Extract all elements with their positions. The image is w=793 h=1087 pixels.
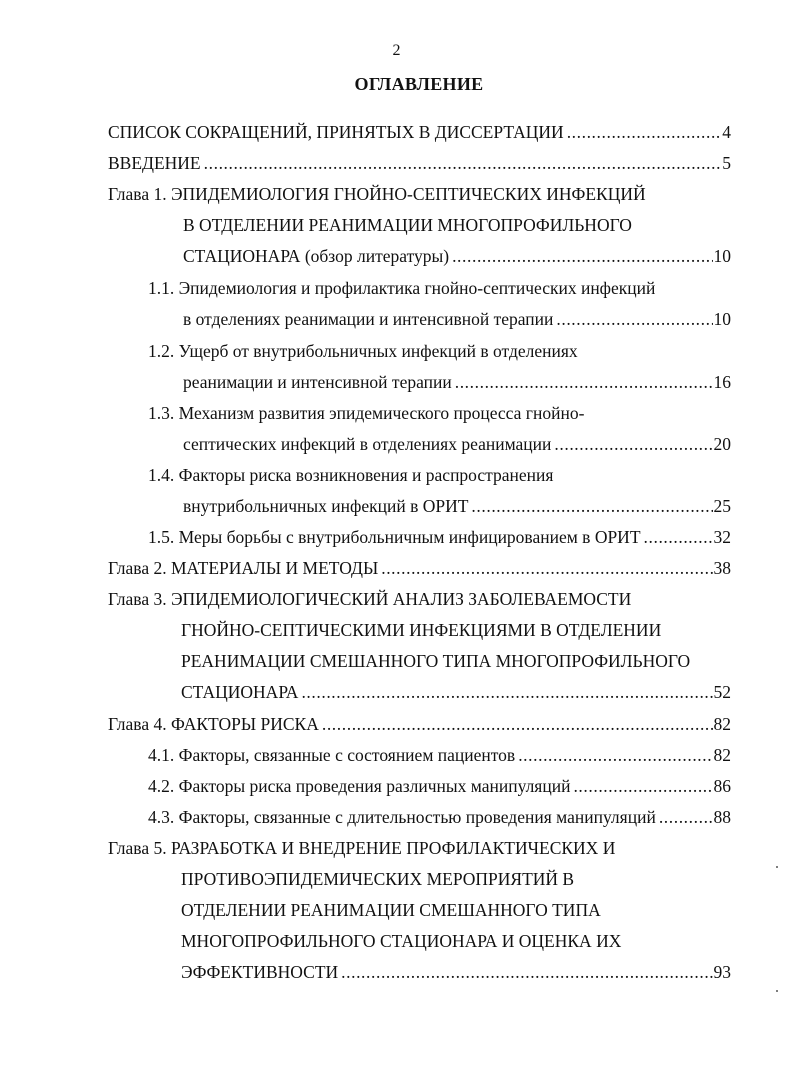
toc-entry-page: 5 (722, 153, 731, 173)
dot-leader (556, 307, 712, 331)
toc-entry-text: реанимации и интенсивной терапии (183, 372, 452, 392)
toc-entry-4-1 (148, 743, 731, 767)
toc-entry-page: 16 (713, 372, 731, 392)
toc-entry-chapter-1-last (183, 244, 731, 268)
toc-entry-text: ЭФФЕКТИВНОСТИ (181, 962, 339, 982)
toc-entry-1-2-line-1: 1.2. Ущерб от внутрибольничных инфекций в отделениях (148, 341, 578, 361)
dot-leader (659, 805, 713, 829)
scan-speck (776, 866, 778, 868)
dot-leader (518, 743, 712, 767)
toc-entry-page: 38 (713, 558, 731, 578)
toc-entry-page: 82 (713, 714, 731, 734)
dot-leader (301, 680, 712, 704)
toc-entry-page: 86 (713, 776, 731, 796)
toc-entry-page: 93 (713, 962, 731, 982)
dot-leader (381, 556, 712, 580)
toc-entry-page: 20 (713, 434, 731, 454)
toc-entry-abbreviations (108, 120, 731, 144)
dot-leader (644, 525, 713, 549)
toc-entry-page: 82 (713, 745, 731, 765)
toc-entry-chapter-1-line-1: Глава 1. ЭПИДЕМИОЛОГИЯ ГНОЙНО-СЕПТИЧЕСКИХ ИНФЕКЦИЙ (108, 184, 646, 204)
toc-entry-text: СПИСОК СОКРАЩЕНИЙ, ПРИНЯТЫХ В ДИССЕРТАЦИИ (108, 122, 564, 142)
dot-leader (341, 960, 712, 984)
toc-entry-introduction (108, 151, 731, 175)
dot-leader (567, 120, 722, 144)
dot-leader (452, 244, 712, 268)
toc-entry-chapter-5-last (181, 960, 731, 984)
toc-entry-chapter-3-last (181, 680, 731, 704)
toc-entry-text: в отделениях реанимации и интенсивной терапии (183, 309, 554, 329)
toc-entry-page: 52 (713, 682, 731, 702)
dot-leader (204, 151, 722, 175)
toc-entry-chapter-3-line-1: Глава 3. ЭПИДЕМИОЛОГИЧЕСКИЙ АНАЛИЗ ЗАБОЛЕВАЕМОСТИ (108, 589, 632, 609)
toc-entry-text: септических инфекций в отделениях реанимации (183, 434, 552, 454)
toc-entry-text: внутрибольничных инфекций в ОРИТ (183, 496, 469, 516)
toc-entry-text: СТАЦИОНАРА (181, 682, 299, 702)
toc-entry-chapter-5-line-1: Глава 5. РАЗРАБОТКА И ВНЕДРЕНИЕ ПРОФИЛАКТИЧЕСКИХ И (108, 838, 616, 858)
dot-leader (573, 774, 712, 798)
toc-entry-page: 25 (713, 496, 731, 516)
toc-entry-text: 4.3. Факторы, связанные с длительностью проведения манипуляций (148, 807, 656, 827)
toc-entry-chapter-1-line-2: В ОТДЕЛЕНИИ РЕАНИМАЦИИ МНОГОПРОФИЛЬНОГО (183, 215, 632, 235)
toc-entry-chapter-5-line-3: ОТДЕЛЕНИИ РЕАНИМАЦИИ СМЕШАННОГО ТИПА (181, 900, 601, 920)
toc-entry-1-4-last (183, 494, 731, 518)
toc-entry-text: ВВЕДЕНИЕ (108, 153, 201, 173)
toc-entry-1-2-last (183, 370, 731, 394)
toc-entry-chapter-5-line-2: ПРОТИВОЭПИДЕМИЧЕСКИХ МЕРОПРИЯТИЙ В (181, 869, 575, 889)
toc-entry-1-1-line-1: 1.1. Эпидемиология и профилактика гнойно-септических инфекций (148, 278, 656, 298)
toc-entry-text: 4.2. Факторы риска проведения различных манипуляций (148, 776, 571, 796)
dot-leader (554, 432, 712, 456)
toc-entry-1-5 (148, 525, 731, 549)
toc-entry-1-1-last (183, 307, 731, 331)
toc-entry-page: 10 (713, 309, 731, 329)
scan-speck (776, 990, 778, 992)
toc-entry-page: 32 (713, 527, 731, 547)
toc-entry-chapter-4 (108, 712, 731, 736)
dot-leader (322, 712, 713, 736)
toc-entry-text: Глава 2. МАТЕРИАЛЫ И МЕТОДЫ (108, 558, 379, 578)
toc-entry-text: Глава 4. ФАКТОРЫ РИСКА (108, 714, 319, 734)
toc-title: ОГЛАВЛЕНИЕ (354, 74, 484, 94)
toc-entry-page: 4 (722, 122, 731, 142)
toc-entry-text: 4.1. Факторы, связанные с состоянием пациентов (148, 745, 516, 765)
toc-entry-4-3 (148, 805, 731, 829)
toc-entry-page: 10 (713, 246, 731, 266)
toc-entry-text: 1.5. Меры борьбы с внутрибольничным инфицированием в ОРИТ (148, 527, 641, 547)
dot-leader (455, 370, 713, 394)
toc-entry-1-3-line-1: 1.3. Механизм развития эпидемического процесса гнойно- (148, 403, 585, 423)
dot-leader (471, 494, 712, 518)
toc-entry-chapter-3-line-3: РЕАНИМАЦИИ СМЕШАННОГО ТИПА МНОГОПРОФИЛЬНОГО (181, 651, 691, 671)
toc-entry-chapter-3-line-2: ГНОЙНО-СЕПТИЧЕСКИМИ ИНФЕКЦИЯМИ В ОТДЕЛЕНИИ (181, 620, 662, 640)
page-number: 2 (392, 42, 401, 59)
toc-entry-4-2 (148, 774, 731, 798)
toc-entry-text: СТАЦИОНАРА (обзор литературы) (183, 246, 450, 266)
toc-entry-1-4-line-1: 1.4. Факторы риска возникновения и распространения (148, 465, 554, 485)
toc-entry-chapter-5-line-4: МНОГОПРОФИЛЬНОГО СТАЦИОНАРА И ОЦЕНКА ИХ (181, 931, 622, 951)
toc-entry-page: 88 (713, 807, 731, 827)
toc-entry-chapter-2 (108, 556, 731, 580)
toc-entry-1-3-last (183, 432, 731, 456)
